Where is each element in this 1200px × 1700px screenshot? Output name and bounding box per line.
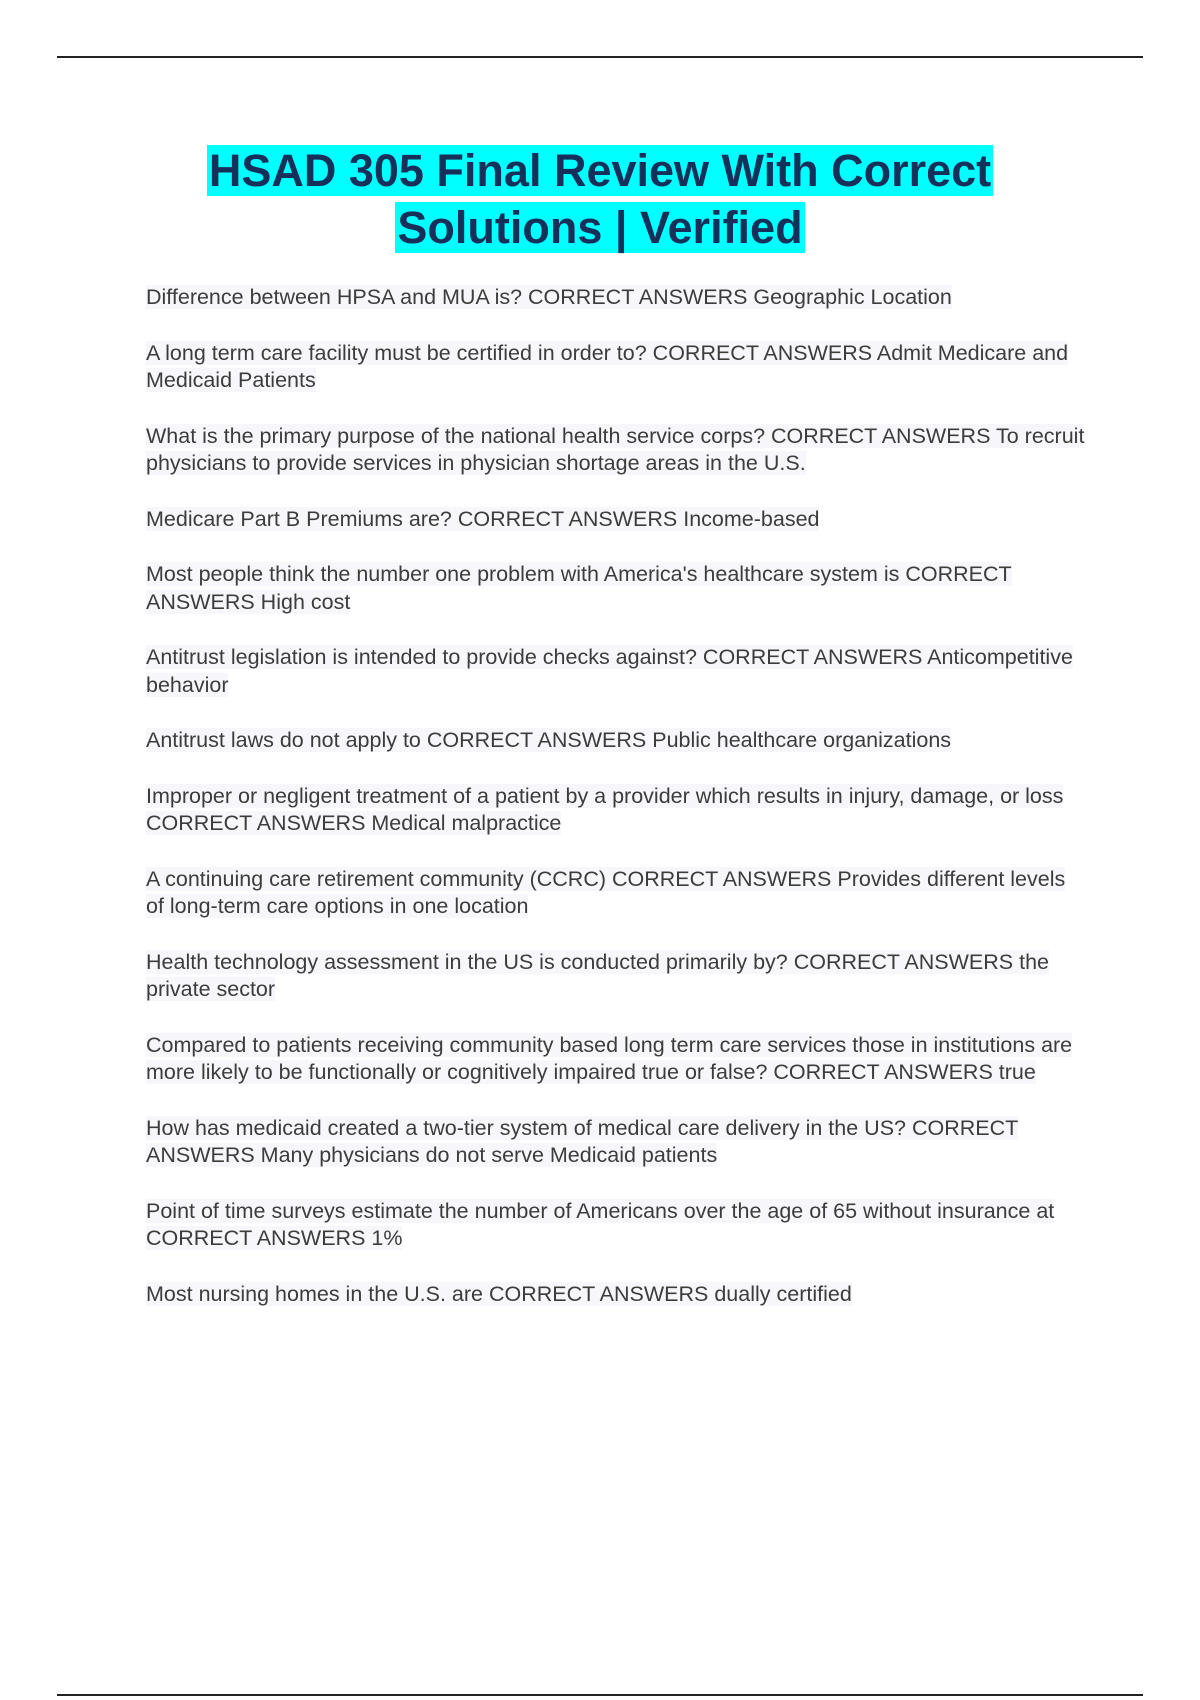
qa-item — [146, 783, 1086, 838]
qa-item — [146, 506, 1086, 534]
qa-text: Most people think the number one problem with America's healthcare system is CORRECT ANSWERS High cost — [146, 562, 1012, 614]
qa-text: A continuing care retirement community (CCRC) CORRECT ANSWERS Provides different levels of long-term care options in one location — [146, 866, 1066, 918]
qa-item — [146, 949, 1086, 1004]
qa-text: Difference between HPSA and MUA is? CORRECT ANSWERS Geographic Location — [146, 285, 952, 309]
qa-item — [146, 1032, 1086, 1087]
qa-text: Most nursing homes in the U.S. are CORRECT ANSWERS dually certified — [146, 1281, 852, 1306]
qa-item — [146, 423, 1086, 478]
qa-text: A long term care facility must be certified in order to? CORRECT ANSWERS Admit Medicare and Medicaid Patients — [146, 340, 1069, 392]
qa-text: Point of time surveys estimate the number of Americans over the age of 65 without insurance at CORRECT ANSWERS 1% — [146, 1198, 1055, 1250]
qa-item — [146, 1115, 1086, 1170]
qa-item — [146, 866, 1086, 921]
qa-text: Antitrust legislation is intended to provide checks against? CORRECT ANSWERS Anticompetitive behavior — [146, 645, 1073, 697]
qa-item — [146, 340, 1086, 395]
footer-rule — [57, 1694, 1143, 1696]
header-rule — [57, 56, 1143, 58]
qa-item — [146, 561, 1086, 616]
qa-item — [146, 1281, 1086, 1309]
qa-item — [146, 284, 1086, 312]
qa-item — [146, 1198, 1086, 1253]
qa-text: How has medicaid created a two-tier system of medical care delivery in the US? CORRECT ANSWERS Many physicians do not serve Medicaid patients — [146, 1115, 1019, 1167]
title-line-2: Solutions | Verified — [397, 202, 803, 253]
qa-text: What is the primary purpose of the national health service corps? CORRECT ANSWERS To recruit physicians to provide services in physician shortage areas in the U.S. — [146, 423, 1085, 475]
qa-item — [146, 727, 1086, 755]
qa-text: Improper or negligent treatment of a patient by a provider which results in injury, damage, or loss CORRECT ANSWERS Medical malpractice — [146, 783, 1064, 835]
qa-text: Antitrust laws do not apply to CORRECT ANSWERS Public healthcare organizations — [146, 728, 952, 752]
qa-item — [146, 644, 1086, 699]
qa-list — [146, 284, 1086, 1336]
document-title — [100, 142, 1100, 256]
qa-text: Health technology assessment in the US is conducted primarily by? CORRECT ANSWERS the private sector — [146, 949, 1049, 1001]
qa-text: Compared to patients receiving community based long term care services those in institutions are more likely to be functionally or cognitively impaired true or false? CORRECT ANSWERS true — [146, 1032, 1073, 1084]
title-line-1: HSAD 305 Final Review With Correct — [208, 145, 992, 196]
qa-text: Medicare Part B Premiums are? CORRECT ANSWERS Income-based — [146, 506, 820, 531]
